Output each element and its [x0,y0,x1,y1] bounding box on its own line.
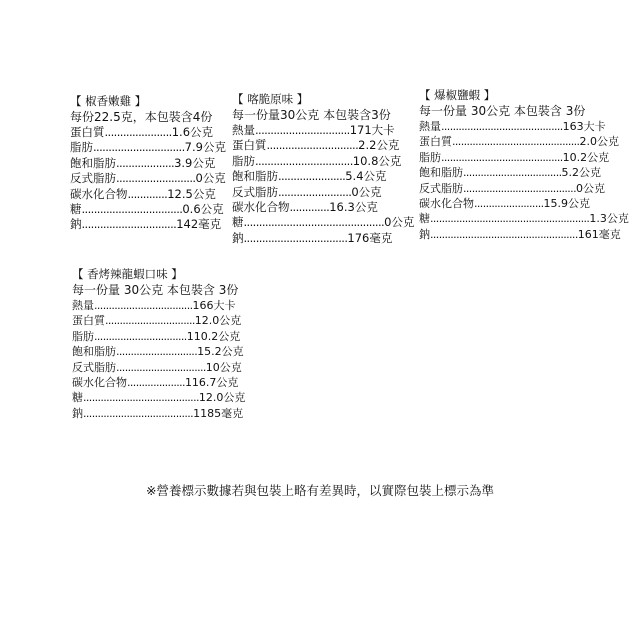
nutrient-value: 16.3公克 [329,200,378,215]
nutrient-value: 2.0公克 [579,135,619,149]
nutrient-value: 12.0公克 [198,391,246,405]
nutrient-row [232,215,414,230]
leader-dots: ............................... [116,360,206,374]
nutrient-row [232,185,414,200]
leader-dots: .............................. [266,138,359,153]
leader-dots: ............................ [116,345,198,359]
nutrient-value: 12.5公克 [167,186,216,201]
nutrient-value: 0公克 [575,181,605,195]
nutrient-value: 0公克 [384,215,415,230]
serving-info: 每一份量 30公克 本包裝含 3份 [419,104,586,118]
leader-dots: ........................ [278,184,352,199]
nutrient-row [232,123,414,138]
leader-dots: ............. [127,186,168,201]
nutrient-name: 糖 [70,202,82,217]
nutrient-name: 飽和脂肪 [72,345,116,359]
nutrient-row [232,154,414,169]
nutrient-value: 5.4公克 [345,169,387,184]
serving-info: 每份22.5克，本包裝含4份 [70,110,213,124]
nutrient-name: 熱量 [419,120,441,133]
leader-dots: ....................................................... [430,212,590,226]
nutrient-row [232,138,414,153]
leader-dots: ...................... [104,125,172,139]
leader-dots: .......................................... [441,150,563,164]
nutrient-name: 脂肪 [232,153,255,168]
nutrient-name: 蛋白質 [419,135,452,149]
nutrient-name: 飽和脂肪 [419,166,463,180]
nutrient-name: 鈉 [72,406,83,420]
leader-dots: ............................................ [452,135,580,149]
leader-dots: ................................. [81,202,183,217]
leader-dots: ........................................ [83,391,199,405]
nutrient-name: 糖 [72,391,83,405]
nutrient-name: 蛋白質 [70,125,105,139]
nutrient-row [419,150,629,165]
leader-dots: ............................... [81,217,177,232]
panel-title: 【 爆椒鹽蝦 】 [419,88,496,102]
nutrient-name: 碳水化合物 [419,197,474,211]
nutrient-row [70,156,226,171]
nutrient-row [419,165,629,180]
nutrient-name: 反式脂肪 [70,171,116,186]
leader-dots: .......................... [116,171,196,186]
leader-dots: ............................... [255,123,350,137]
nutrient-row [70,171,226,186]
leader-dots: .............................................. [243,215,385,230]
nutrient-row [72,406,245,421]
nutrient-value: 0.6公克 [182,202,224,217]
leader-dots: ...................................... [83,406,194,420]
nutrient-name: 蛋白質 [72,314,105,328]
nutrient-name: 碳水化合物 [72,376,127,390]
leader-dots: ................... [116,155,175,170]
nutrient-value: 3.9公克 [174,155,216,170]
nutrient-value: 1.3公克 [589,212,629,226]
serving-info: 每一份量30公克 本包裝含3份 [232,108,391,122]
nutrient-value: 163大卡 [562,120,606,133]
nutrient-name: 熱量 [232,123,255,137]
nutrient-value: 142毫克 [176,217,222,232]
nutrient-name: 碳水化合物 [232,200,290,215]
leader-dots: ................................ [255,153,353,168]
leader-dots: ................................ [94,329,187,343]
leader-dots: ............................... [105,314,195,328]
leader-dots: .................... [127,376,185,390]
nutrient-row [70,125,226,140]
leader-dots: .............................. [93,140,185,155]
nutrient-value: 116.7公克 [184,376,239,390]
nutrient-row [419,134,629,149]
nutrient-name: 飽和脂肪 [232,169,278,184]
nutrient-value: 1.6公克 [171,125,214,139]
nutrient-row [72,390,245,405]
nutrient-value: 161毫克 [577,227,621,241]
nutrient-row [72,344,245,359]
nutrient-name: 熱量 [72,299,94,312]
nutrient-name: 脂肪 [72,329,94,343]
nutrient-value: 171大卡 [349,123,395,137]
leader-dots: .................................. [243,230,348,245]
nutrient-name: 飽和脂肪 [70,155,116,170]
leader-dots: .................................. [94,299,193,312]
nutrient-value: 10.8公克 [352,153,402,168]
nutrient-row [70,187,226,202]
nutrient-row [419,227,629,242]
leader-dots: .................................. [463,166,562,180]
nutrient-row [232,231,414,246]
nutrient-row [419,181,629,196]
nutrient-row [72,298,245,313]
nutrient-name: 鈉 [419,227,430,241]
nutrient-row [72,360,245,375]
nutrient-row [70,202,226,217]
nutrient-row [232,169,414,184]
nutrient-name: 糖 [419,212,430,226]
nutrient-value: 1185毫克 [193,406,244,420]
leader-dots: ...................... [278,169,346,184]
panel-title: 【 椒香嫩雞 】 [70,94,147,108]
nutrient-value: 2.2公克 [358,138,400,153]
panel-title: 【 香烤辣龍蝦口味 】 [72,267,183,281]
leader-dots: ............. [289,200,330,215]
nutrient-name: 蛋白質 [232,138,267,153]
nutrient-name: 鈉 [70,217,82,232]
nutrient-name: 反式脂肪 [72,360,116,374]
serving-info: 每一份量 30公克 本包裝含 3份 [72,283,239,297]
nutrient-row [70,217,226,232]
nutrition-panel-spicy-lobster [72,267,245,421]
nutrition-panel-crispy-original [232,92,414,246]
nutrient-name: 脂肪 [70,140,93,155]
nutrient-value: 15.9公克 [543,197,591,211]
nutrient-row [72,329,245,344]
nutrient-value: 110.2公克 [186,329,241,343]
nutrient-value: 0公克 [351,184,382,199]
leader-dots: .......................................... [441,120,563,133]
nutrient-row [419,119,629,134]
nutrient-value: 10公克 [205,360,242,374]
nutrition-panel-salt-pepper-shrimp [419,88,629,242]
nutrient-row [232,200,414,215]
nutrient-value: 166大卡 [192,299,236,312]
leader-dots: ........................ [474,197,544,211]
nutrient-value: 12.0公克 [194,314,242,328]
nutrient-name: 脂肪 [419,150,441,164]
disclaimer-footnote: ※營養標示數據若與包裝上略有差異時，以實際包裝上標示為準 [146,483,494,498]
nutrient-row [70,140,226,155]
nutrient-name: 碳水化合物 [70,186,128,201]
nutrient-value: 7.9公克 [184,140,226,155]
nutrient-value: 176毫克 [347,230,393,245]
nutrient-value: 0公克 [195,171,226,186]
nutrient-row [419,211,629,226]
nutrient-value: 15.2公克 [197,345,244,359]
nutrient-name: 反式脂肪 [232,184,278,199]
nutrient-name: 糖 [232,215,244,230]
nutrient-row [72,313,245,328]
nutrient-value: 5.2公克 [561,166,601,180]
panel-title: 【 喀脆原味 】 [232,92,309,106]
leader-dots: ................................................... [430,227,578,241]
nutrient-row [419,196,629,211]
leader-dots: ....................................... [463,181,576,195]
nutrient-value: 10.2公克 [562,150,610,164]
nutrition-panel-pepper-chicken [70,94,226,233]
nutrient-row [72,375,245,390]
nutrient-name: 鈉 [232,230,244,245]
nutrient-name: 反式脂肪 [419,181,463,195]
